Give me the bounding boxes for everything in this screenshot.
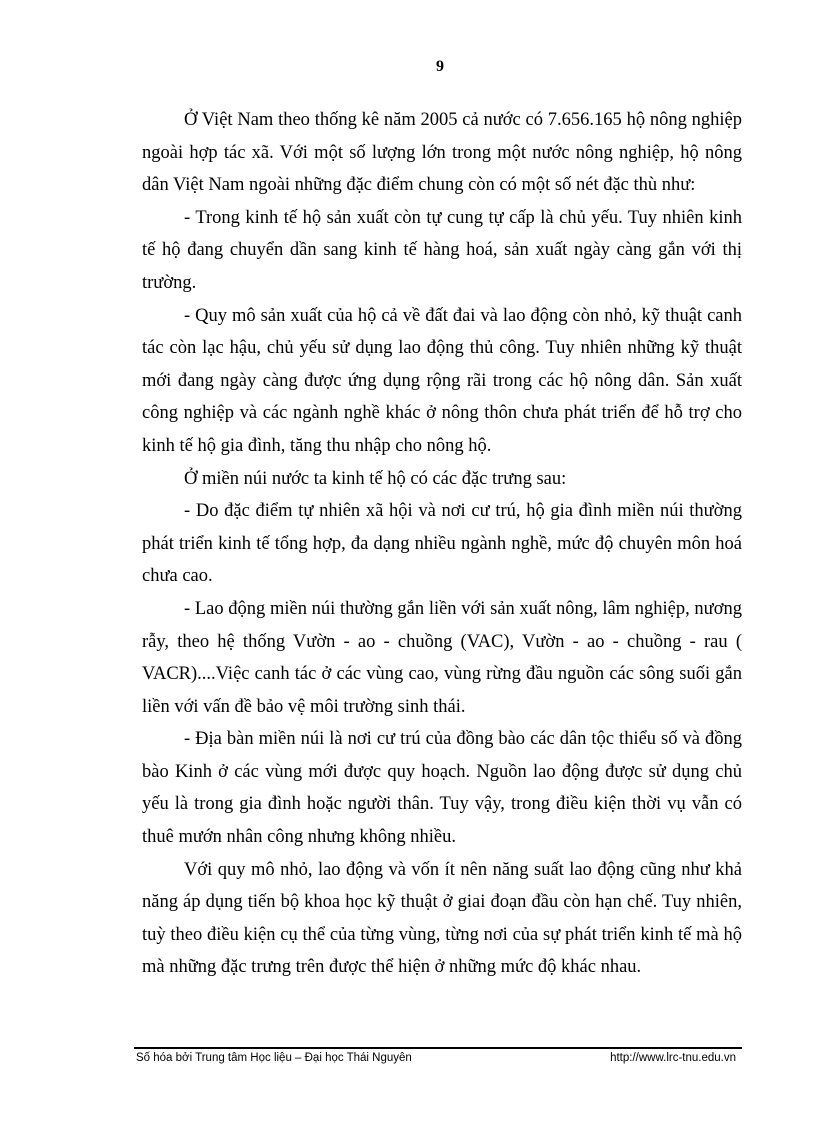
footer-credit: Số hóa bởi Trung tâm Học liệu – Đại học Thái Nguyên (136, 1052, 412, 1064)
paragraph-mountain-labor: - Lao động miền núi thường gắn liền với sản xuất nông, lâm nghiệp, nương rẫy, theo hệ thống Vườn - ao - chuồng (VAC), Vườn - ao - chuồng - rau ( VACR)....Việc canh tác ở các vùng cao, vùng rừng đầu nguồn các sông suối gắn liền với vấn đề bảo vệ môi trường sinh thái. (142, 598, 742, 717)
paragraph-self-sufficiency: - Trong kinh tế hộ sản xuất còn tự cung tự cấp là chủ yếu. Tuy nhiên kinh tế hộ đang chuyển dần sang kinh tế hàng hoá, sản xuất ngày càng gắn với thị trường. (142, 207, 742, 293)
paragraph-residence-area: - Địa bàn miền núi là nơi cư trú của đồng bào các dân tộc thiểu số và đồng bào Kinh ở các vùng mới được quy hoạch. Nguồn lao động được sử dụng chủ yếu là trong gia đình hoặc người thân. Tuy vậy, trong điều kiện thời vụ vẫn có thuê mướn nhân công nhưng không nhiều. (142, 729, 742, 848)
paragraph-production-scale: - Quy mô sản xuất của hộ cả về đất đai và lao động còn nhỏ, kỹ thuật canh tác còn lạc hậu, chủ yếu sử dụng lao động thủ công. Tuy nhiên những kỹ thuật mới đang ngày càng được ứng dụng rộng rãi trong các hộ nông dân. Sản xuất công nghiệp và các ngành nghề khác ở nông thôn chưa phát triển để hỗ trợ cho kinh tế hộ gia đình, tăng thu nhập cho nông hộ. (142, 305, 742, 456)
paragraph-natural-features: - Do đặc điểm tự nhiên xã hội và nơi cư trú, hộ gia đình miền núi thường phát triển kinh tế tổng hợp, đa dạng nhiều ngành nghề, mức độ chuyên môn hoá chưa cao. (142, 501, 742, 587)
footer-divider (134, 1047, 742, 1049)
document-body (142, 104, 742, 984)
page-number: 9 (436, 58, 444, 75)
footer-url-link[interactable]: http://www.lrc-tnu.edu.vn (610, 1052, 736, 1064)
paragraph-mountain-intro: Ở miền núi nước ta kinh tế hộ có các đặc trưng sau: (184, 468, 567, 489)
paragraph-intro: Ở Việt Nam theo thống kê năm 2005 cả nước có 7.656.165 hộ nông nghiệp ngoài hợp tác xã. Với một số lượng lớn trong một nước nông nghiệp, hộ nông dân Việt Nam ngoài những đặc điểm chung còn có một số nét đặc thù như: (142, 110, 742, 196)
paragraph-conclusion: Với quy mô nhỏ, lao động và vốn ít nên năng suất lao động cũng như khả năng áp dụng tiến bộ khoa học kỹ thuật ở giai đoạn đầu còn hạn chế. Tuy nhiên, tuỳ theo điều kiện cụ thể của từng vùng, từng nơi của sự phát triển kinh tế mà hộ mà những đặc trưng trên được thể hiện ở những mức độ khác nhau. (142, 859, 742, 978)
